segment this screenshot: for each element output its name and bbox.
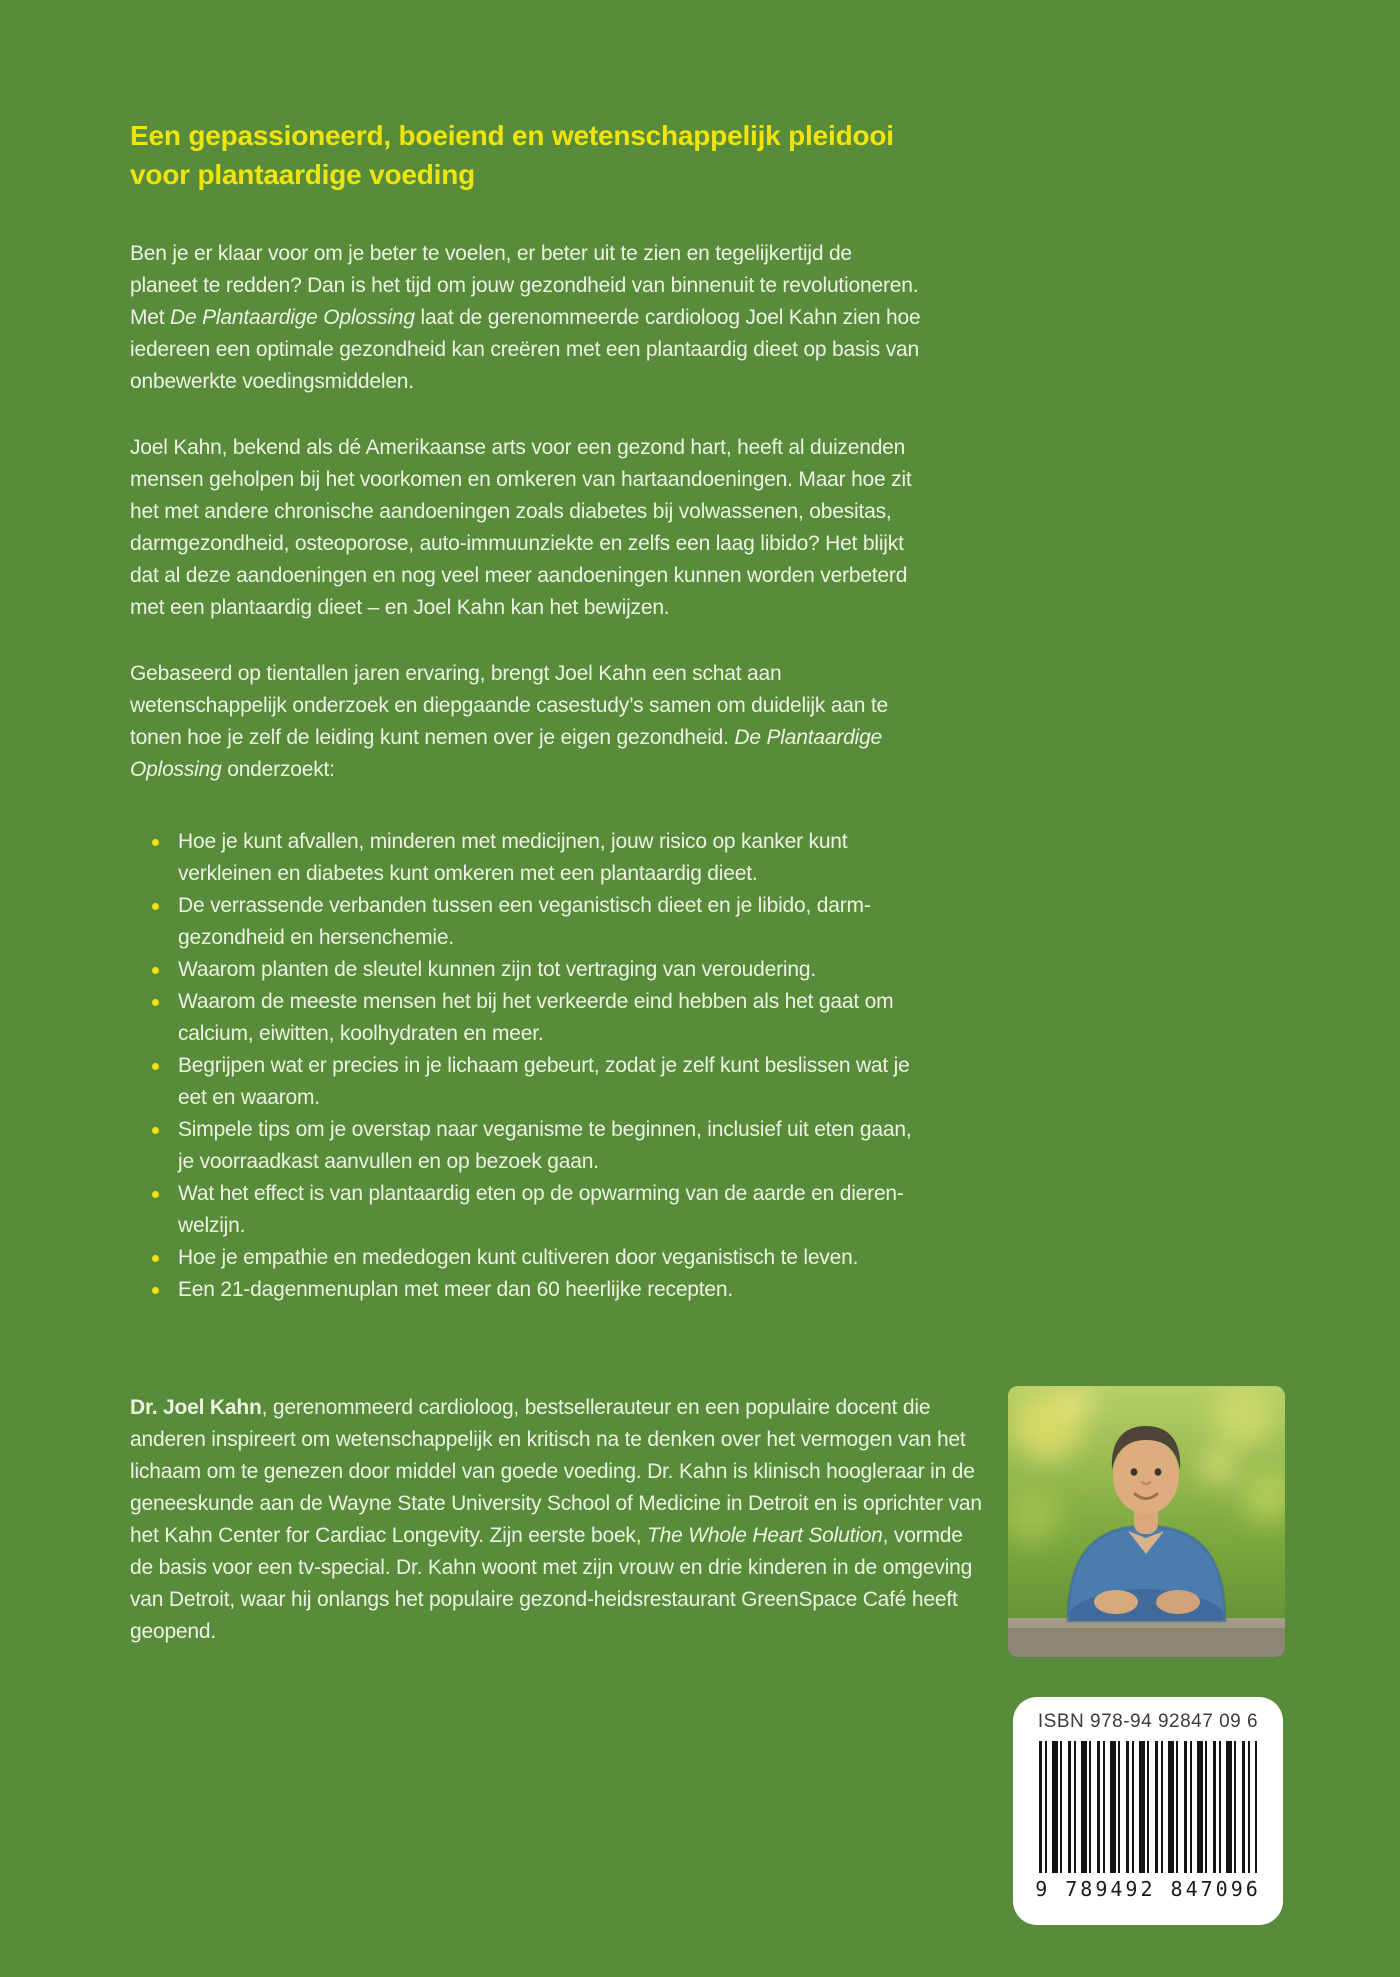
bullet-dot-icon [152, 1255, 159, 1262]
isbn-box [1013, 1697, 1283, 1925]
topics-bullet-list [130, 826, 925, 1306]
bullet-text: Waarom de meeste mensen het bij het verkeerde eind hebben als het gaat om calcium, eiwitten, koolhydraten en meer. [178, 990, 894, 1045]
text-segment: laat de gerenommeerde cardioloog Joel Kahn zien hoe iedereen een optimale gezondheid kan creëren met een plantaardig dieet op basis van onbewerkte voedingsmiddelen. [130, 306, 921, 393]
text-segment: , gerenommeerd cardioloog, bestsellerauteur en een populaire docent die anderen inspireert om wetenschappelijk en kritisch na te denken over het vermogen van het lichaam om te genezen door middel van goede voeding. Dr. Kahn is klinisch hoogleraar in de geneeskunde aan de Wayne State University School of Medicine in Detroit en is oprichter van het Kahn Center for Cardiac Longevity. Zijn eerste boek, [130, 1396, 982, 1547]
heart-doctor-paragraph [130, 432, 925, 624]
text-segment: Joel Kahn, bekend als dé Amerikaanse arts voor een gezond hart, heeft al duizenden mensen geholpen bij het voorkomen en omkeren van hartaandoeningen. Maar hoe zit het met andere chronische aandoeningen zoals diabetes bij volwassenen, obesitas, darmgezondheid, osteoporose, auto-immuunziekte en zelfs een laag libido? Het blijkt dat al deze aandoeningen en nog veel meer aandoeningen kunnen worden verbeterd met een plantaardig dieet – en Joel Kahn kan het bewijzen. [130, 436, 912, 619]
text-segment: onderzoekt: [221, 758, 335, 781]
bullet-item [130, 1178, 925, 1242]
text-segment: De Plantaardige Oplossing [170, 306, 415, 329]
bullet-text: Hoe je kunt afvallen, minderen met medicijnen, jouw risico op kanker kunt verkleinen en diabetes kunt omkeren met een plantaardig dieet. [178, 830, 848, 885]
bullet-item [130, 890, 925, 954]
research-paragraph [130, 658, 925, 786]
bullet-item [130, 1114, 925, 1178]
bullet-dot-icon [152, 1287, 159, 1294]
bullet-text: Simpele tips om je overstap naar veganisme te beginnen, inclusief uit eten gaan, je voorraadkast aanvullen en op bezoek gaan. [178, 1118, 912, 1173]
bullet-text: De verrassende verbanden tussen een veganistisch dieet en je libido, darm-gezondheid en hersenchemie. [178, 894, 871, 949]
author-photo-illustration [1008, 1386, 1285, 1657]
bullet-dot-icon [152, 903, 159, 910]
bullet-dot-icon [152, 1127, 159, 1134]
bullet-dot-icon [152, 967, 159, 974]
bullet-dot-icon [152, 839, 159, 846]
headline [130, 116, 925, 194]
headline-line1: Een gepassioneerd, boeiend en wetenschappelijk pleidooi [130, 120, 894, 151]
text-segment: The Whole Heart Solution [647, 1524, 883, 1547]
text-segment: De Plantaardige Oplossing [130, 726, 883, 781]
bullet-item [130, 1274, 925, 1306]
author-photo [1008, 1386, 1285, 1657]
bullet-text: Begrijpen wat er precies in je lichaam gebeurt, zodat je zelf kunt beslissen wat je eet en waarom. [178, 1054, 910, 1109]
barcode-digits: 9 789492 847096 [1035, 1877, 1261, 1901]
bullet-item [130, 986, 925, 1050]
text-segment: Ben je er klaar voor om je beter te voelen, er beter uit te zien en tegelijkertijd de planeet te redden? Dan is het tijd om jouw gezondheid van binnenuit te revolutioneren. Met [130, 242, 919, 329]
bullet-item [130, 954, 925, 986]
isbn-label: ISBN 978-94 92847 09 6 [1037, 1711, 1259, 1732]
main-text-column [130, 116, 925, 1306]
bullet-dot-icon [152, 1063, 159, 1070]
bullet-dot-icon [152, 1191, 159, 1198]
text-segment: Dr. Joel Kahn [130, 1396, 262, 1419]
headline-line2: voor plantaardige voeding [130, 159, 476, 190]
bullet-text: Een 21-dagenmenuplan met meer dan 60 heerlijke recepten. [178, 1278, 734, 1301]
text-segment: , vormde de basis voor een tv-special. Dr. Kahn woont met zijn vrouw en drie kinderen in de omgeving van Detroit, waar hij onlangs het populaire gezond-heidsrestaurant GreenSpace Café heeft geopend. [130, 1524, 973, 1643]
bullet-item [130, 1050, 925, 1114]
bullet-text: Hoe je empathie en mededogen kunt cultiveren door veganistisch te leven. [178, 1246, 859, 1269]
author-bio [130, 1392, 990, 1648]
bullet-item [130, 1242, 925, 1274]
intro-paragraph [130, 238, 925, 398]
bullet-text: Waarom planten de sleutel kunnen zijn tot vertraging van veroudering. [178, 958, 816, 981]
bullet-text: Wat het effect is van plantaardig eten op de opwarming van de aarde en dieren-welzijn. [178, 1182, 904, 1237]
bullet-dot-icon [152, 999, 159, 1006]
bullet-item [130, 826, 925, 890]
barcode [1039, 1741, 1257, 1873]
text-segment: Gebaseerd op tientallen jaren ervaring, brengt Joel Kahn een schat aan wetenschappelijk onderzoek en diepgaande casestudy’s samen om duidelijk aan te tonen hoe je zelf de leiding kunt nemen over je eigen gezondheid. [130, 662, 889, 749]
